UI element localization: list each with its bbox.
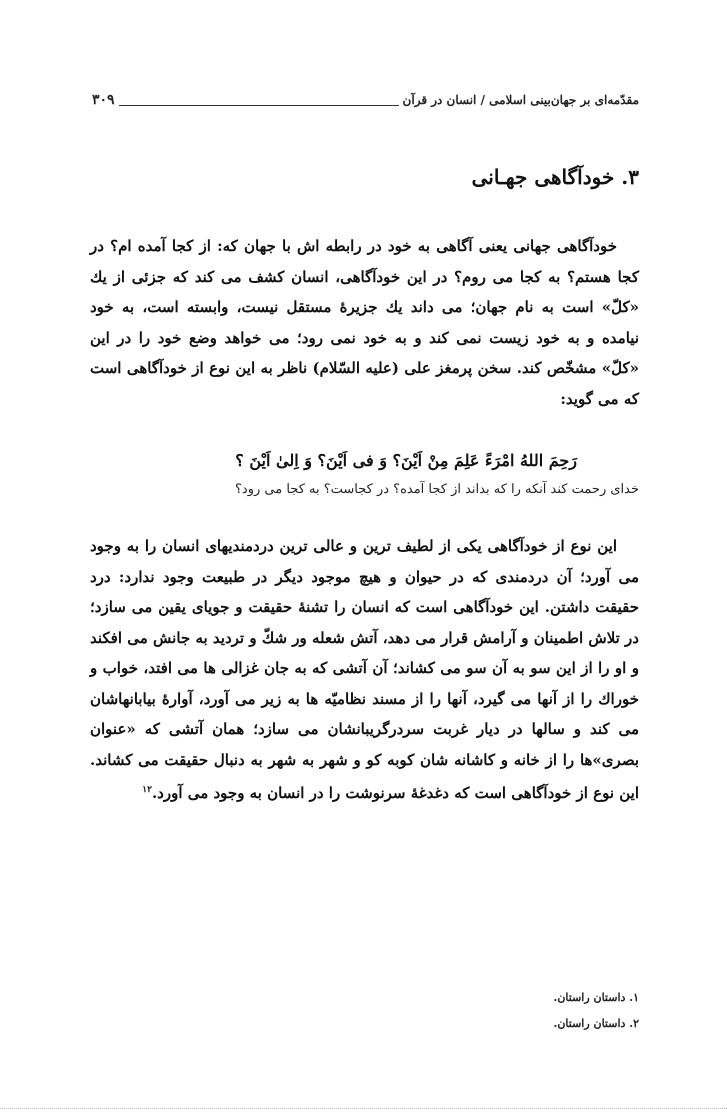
footnote-1: ۱. داستان راستان. [553,991,639,1004]
running-header [92,90,639,110]
paragraph-1 [90,231,639,414]
footnote-ref-2: ۲ [147,785,152,795]
footnote-2: ۲. داستان راستان. [553,1017,639,1030]
page-number: ۳۰۹ [92,92,115,108]
running-title: مقدّمه‌ای بر جهان‌بینی اسلامی / انسان در قرآن [402,93,639,107]
scan-edge [0,1108,727,1111]
paragraph-2 [90,531,639,809]
arabic-quote: رَحِمَ اللهُ امْرَءً عَلِمَ مِنْ اَیْنَ؟ وَ فی اَیْنَ؟ وَ اِلیٰ اَیْنَ ؟ [235,451,577,470]
section-heading: ۳. خودآگاهی جهـانی [471,165,639,189]
footnote-ref-1: ۱ [142,785,148,795]
header-rule [119,105,399,106]
paragraph-2-text: این نوع از خودآگاهی یکی از لطیف ترین و عالی ترین دردمندیهای انسان را به وجود می آورد؛ آن دردمندی که در حیوان و هیچ موجود دیگر در طبیعت وجود ندارد: درد حقیقت داشتن. این خودآگاهی است که انسان را تشنهٔ حقیقت و جویای یقین می سازد؛ در تلاش اطمینان و آرامش قرار می دهد، آتش شعله ور شكّ و تردید به جانش می افکند و او را از این سو به آن سو می کشاند؛ آن آتشی که به جان غزالی ها می افتد، خواب و خوراك را از آنها می گیرد، آنها را از مسند نظامیّه ها به زیر می آورد، آوارهٔ بیابانهاشان می کند و سالها در دیار غربت سردرگریبانشان می سازد؛ همان آتشی که «عنوان بصری»ها را از خانه و کاشانه شان کوبه کو و شهر به شهر به دنبال حقیقت می کشاند. این نوع از خودآگاهی است که دغدغهٔ سرنوشت را در انسان به وجود می آورد. [90,537,639,802]
paragraph-1-text: خودآگاهی جهانی یعنی آگاهی به خود در رابطه اش با جهان که: از کجا آمده ام؟ در کجا هستم؟ به کجا می روم؟ در این خودآگاهی، انسان کشف می کند که جزئی از یك «کلّ» است به نام جهان؛ می داند یك جزیرهٔ مستقل نیست، وابسته است، به خود نیامده و به خود زیست نمی کند و به خود نمی رود؛ می خواهد وضع خود را در این «کلّ» مشخّص کند. سخن پرمغز علی (علیه السّلام) ناظر به این نوع از خودآگاهی است که می گوید: [90,237,639,408]
quote-translation: خدای رحمت کند آنکه را که بداند از کجا آمده؟ در کجاست؟ به کجا می رود؟ [235,482,639,497]
